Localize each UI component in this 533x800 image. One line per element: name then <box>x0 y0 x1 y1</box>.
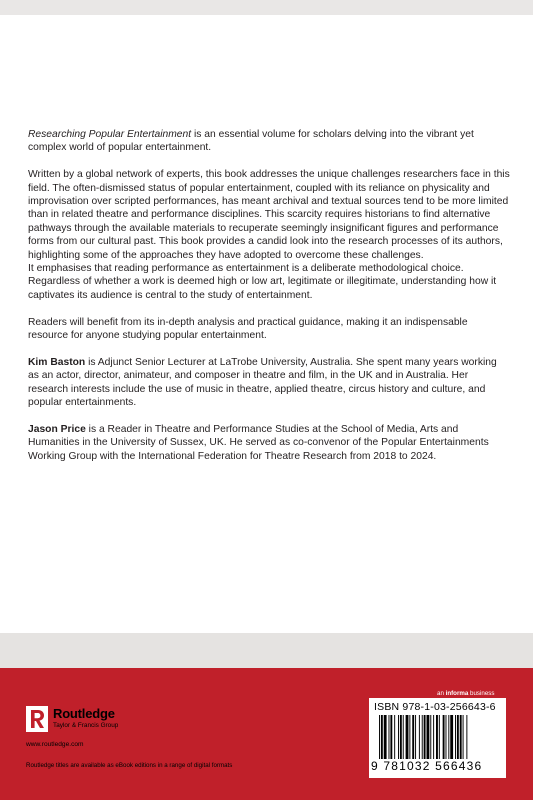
barcode-bar <box>448 715 449 759</box>
barcode-bar <box>379 715 380 759</box>
barcode-bar <box>409 715 410 759</box>
barcode-bar <box>424 715 426 759</box>
barcode-bar <box>406 715 409 759</box>
barcode-bar <box>403 715 404 759</box>
publisher-website[interactable]: www.routledge.com <box>26 741 84 748</box>
barcode-bar <box>450 715 453 759</box>
blurb-paragraph-2: Written by a global network of experts, this book addresses the unique challenges researchers face in this field. The often-dismissed status of popular entertainment, coupled with its reliance on physicality and improvisation over scripted performances, has meant archival and textual sources tend to be more limited than in related theatre and performance disciplines. This scarcity requires historians to find alternative pathways through the available materials to recuperate seemingly insignificant figures and performance forms from our cultural past. This book provides a candid look into the research processes of its authors, highlighting some of the approaches they have adopted to overcome these challenges. <box>28 169 510 261</box>
barcode-bar <box>390 715 392 759</box>
barcode-bar <box>433 715 434 759</box>
barcode-bar <box>457 715 459 759</box>
author-name: Jason Price <box>28 423 86 435</box>
barcode-panel <box>369 698 506 778</box>
barcode-bar <box>384 715 387 759</box>
gray-band <box>0 633 533 668</box>
publisher-group: Taylor & Francis Group <box>53 722 119 729</box>
barcode-bar <box>460 715 462 759</box>
blurb-paragraph-3: It emphasises that reading performance as entertainment is a deliberate methodological choice. Regardless of whether a work is deemed high or low art, legitimate or illegitimate, understanding how it captivates its audience is central to the study of entertainment. <box>28 263 497 301</box>
ean-digits: 9 781032 566436 <box>371 759 483 773</box>
barcode-icon <box>379 715 497 759</box>
barcode-bar <box>381 715 383 759</box>
informa-business-tag: an informa business <box>437 690 495 697</box>
ebook-note: Routledge titles are available as eBook editions in a range of digital formats <box>26 762 233 769</box>
author-bio-2: Jason Price is a Reader in Theatre and Performance Studies at the School of Media, Arts and Humanities in the University of Sussex, UK. He served as co-convenor of the Popular Entertainments Working Group with the International Federation for Theatre Research from 2018 to 2024. <box>28 423 489 462</box>
back-cover-text <box>28 128 510 476</box>
barcode-bar <box>439 715 440 759</box>
barcode-bar <box>466 715 467 759</box>
barcode-bar <box>400 715 402 759</box>
isbn-label: ISBN 978-1-03-256643-6 <box>374 701 496 713</box>
barcode-bar <box>419 715 420 759</box>
barcode-bar <box>463 715 464 759</box>
barcode-bar <box>430 715 431 759</box>
barcode-bar <box>422 715 423 759</box>
book-title: Researching Popular Entertainment <box>28 129 192 140</box>
blurb-paragraph-4: Readers will benefit from its in-depth analysis and practical guidance, making it an indispensable resource for anyone studying popular entertainment. <box>28 316 468 342</box>
barcode-bar <box>412 715 414 759</box>
barcode-bar <box>389 715 390 759</box>
barcode-bar <box>398 715 399 759</box>
barcode-bar <box>427 715 430 759</box>
barcode-bar <box>436 715 438 759</box>
barcode-bar <box>443 715 445 759</box>
barcode-bar <box>415 715 416 759</box>
author-bio-1: Kim Baston is Adjunct Senior Lecturer at LaTrobe University, Australia. She spent many years working as an actor, director, animateur, and composer in theatre and film, in the UK and in Australia. Her research interests include the use of music in theatre, applied theatre, circus history and culture, and popular entertainments. <box>28 356 497 409</box>
author-name: Kim Baston <box>28 356 86 368</box>
barcode-bar <box>394 715 395 759</box>
barcode-bar <box>455 715 456 759</box>
routledge-logo-icon <box>26 706 48 732</box>
top-band <box>0 0 533 15</box>
publisher-name: Routledge <box>53 706 115 721</box>
barcode-bar <box>446 715 447 759</box>
blurb-paragraph-1: Researching Popular Entertainment is an essential volume for scholars delving into the vibrant yet complex world of popular entertainment. <box>28 129 474 154</box>
